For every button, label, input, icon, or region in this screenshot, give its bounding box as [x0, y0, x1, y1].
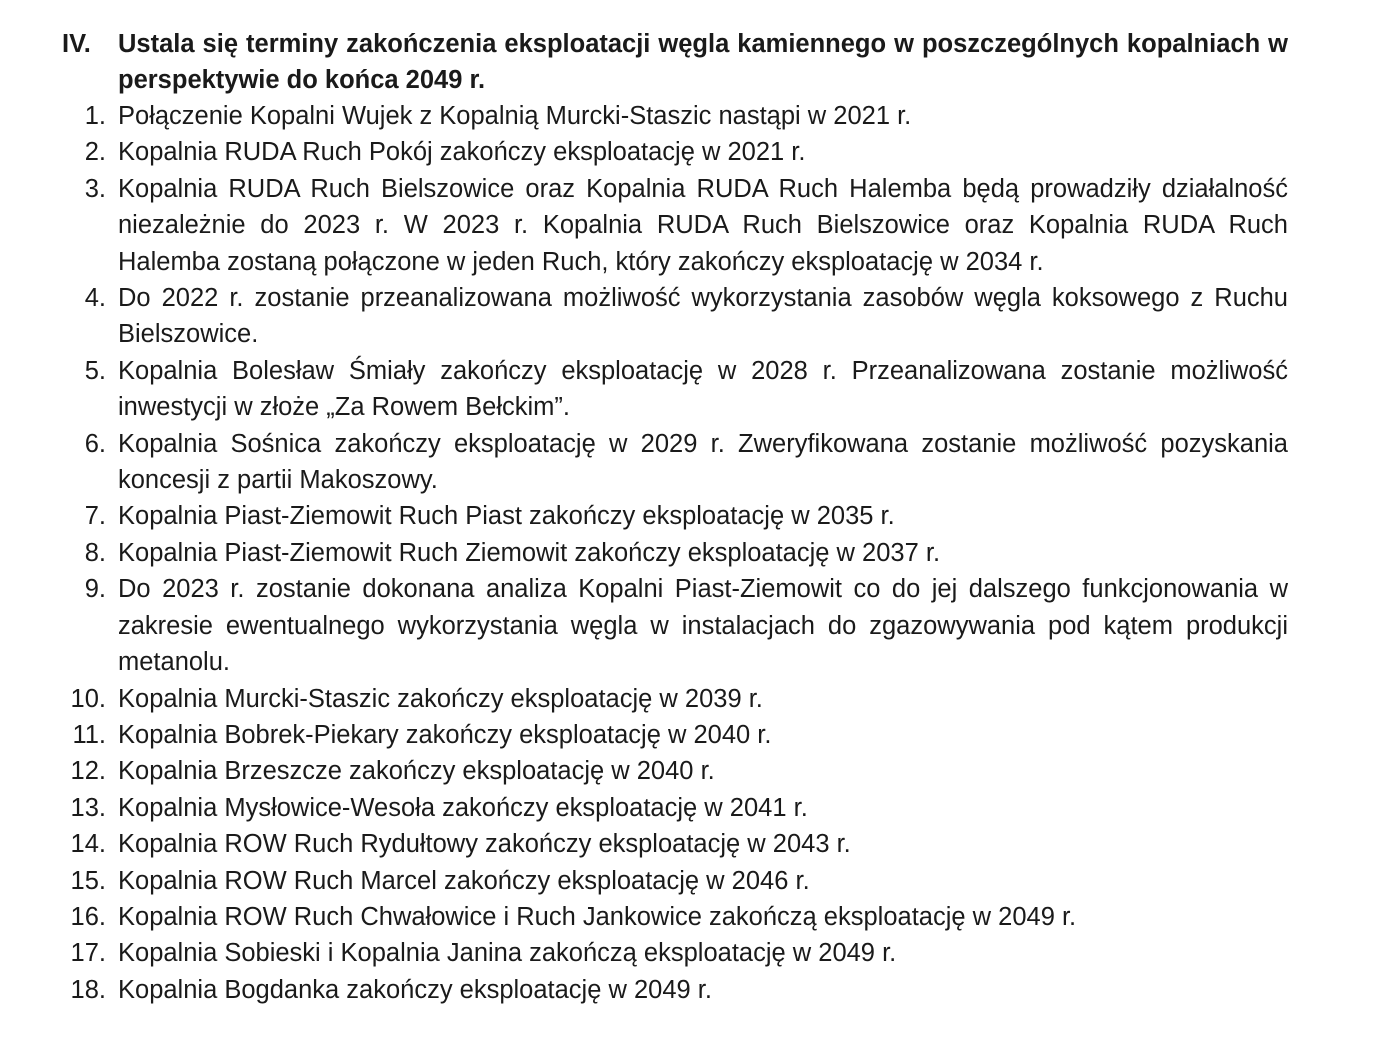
section-number: IV. — [62, 30, 91, 58]
list-item — [62, 426, 1288, 499]
list-item — [62, 899, 1288, 935]
list-item — [62, 717, 1288, 753]
list-item-text: Do 2023 r. zostanie dokonana analiza Kopalni Piast-Ziemowit co do jej dalszego funkcjonowania w zakresie ewentualnego wykorzystania węgla w instalacjach do zgazowywania pod kątem produkcji metanolu. — [118, 575, 1288, 677]
list-item — [62, 681, 1288, 717]
list-item-number: 4. — [84, 284, 106, 313]
list-item — [62, 134, 1288, 170]
list-item — [62, 171, 1288, 280]
list-item-number: 13. — [70, 793, 106, 822]
list-item-number: 6. — [84, 429, 106, 458]
list-item — [62, 753, 1288, 789]
list-item-number: 2. — [84, 138, 106, 167]
list-item — [62, 98, 1288, 134]
section-heading — [62, 26, 1288, 98]
list-item-text: Połączenie Kopalni Wujek z Kopalnią Murcki-Staszic nastąpi w 2021 r. — [118, 102, 912, 130]
list-item-text: Kopalnia Bobrek-Piekary zakończy eksploatację w 2040 r. — [118, 720, 772, 749]
list-item-number: 11. — [72, 720, 106, 749]
list-item — [62, 790, 1288, 826]
list-item-number: 18. — [70, 975, 106, 1004]
list-item-text: Kopalnia Bogdanka zakończy eksploatację w 2049 r. — [118, 975, 712, 1004]
list-item — [62, 863, 1288, 899]
list-item-text: Do 2022 r. zostanie przeanalizowana możliwość wykorzystania zasobów węgla koksowego z Ruchu Bielszowice. — [118, 284, 1288, 349]
list-item-text: Kopalnia Mysłowice-Wesoła zakończy eksploatację w 2041 r. — [118, 793, 808, 822]
list-item-number: 1. — [84, 102, 106, 130]
list-item — [62, 935, 1288, 971]
list-item-text: Kopalnia Sobieski i Kopalnia Janina zakończą eksploatację w 2049 r. — [118, 939, 897, 968]
mine-closure-list — [62, 98, 1288, 1008]
list-item — [62, 353, 1288, 426]
list-item-number: 8. — [84, 538, 106, 567]
list-item-text: Kopalnia Brzeszcze zakończy eksploatację w 2040 r. — [118, 757, 715, 786]
list-item-text: Kopalnia ROW Ruch Marcel zakończy eksploatację w 2046 r. — [118, 866, 810, 895]
list-item-number: 12. — [70, 757, 106, 786]
section-title: Ustala się terminy zakończenia eksploatacji węgla kamiennego w poszczególnych kopalniach w perspektywie do końca 2049 r. — [118, 30, 1288, 94]
list-item-text: Kopalnia Piast-Ziemowit Ruch Ziemowit zakończy eksploatację w 2037 r. — [118, 538, 941, 567]
list-item-number: 7. — [84, 502, 106, 531]
section-iv — [62, 26, 1288, 1008]
list-item — [62, 535, 1288, 571]
list-item-text: Kopalnia RUDA Ruch Bielszowice oraz Kopalnia RUDA Ruch Halemba będą prowadziły działalność niezależnie do 2023 r. W 2023 r. Kopalnia RUDA Ruch Bielszowice oraz Kopalnia RUDA Ruch Halemba zostaną połączone w jeden Ruch, który zakończy eksploatację w 2034 r. — [118, 174, 1288, 276]
list-item-text: Kopalnia Murcki-Staszic zakończy eksploatację w 2039 r. — [118, 684, 763, 713]
list-item-number: 15. — [70, 866, 106, 895]
list-item-number: 5. — [84, 356, 106, 385]
list-item — [62, 571, 1288, 680]
list-item-text: Kopalnia RUDA Ruch Pokój zakończy eksploatację w 2021 r. — [118, 138, 806, 167]
list-item-number: 14. — [70, 830, 106, 859]
list-item-text: Kopalnia Sośnica zakończy eksploatację w 2029 r. Zweryfikowana zostanie możliwość pozyskania koncesji z partii Makoszowy. — [118, 429, 1288, 495]
list-item-number: 16. — [70, 902, 106, 931]
list-item-text: Kopalnia Piast-Ziemowit Ruch Piast zakończy eksploatację w 2035 r. — [118, 502, 895, 531]
list-item-text: Kopalnia ROW Ruch Chwałowice i Ruch Jankowice zakończą eksploatację w 2049 r. — [118, 902, 1077, 931]
list-item-number: 3. — [84, 174, 106, 203]
list-item — [62, 280, 1288, 353]
list-item-number: 10. — [70, 684, 106, 713]
list-item-number: 9. — [84, 575, 106, 604]
list-item-text: Kopalnia ROW Ruch Rydułtowy zakończy eksploatację w 2043 r. — [118, 830, 851, 859]
list-item — [62, 498, 1288, 534]
list-item — [62, 826, 1288, 862]
list-item — [62, 972, 1288, 1008]
list-item-number: 17. — [70, 939, 106, 968]
list-item-text: Kopalnia Bolesław Śmiały zakończy eksploatację w 2028 r. Przeanalizowana zostanie możliwość inwestycji w złoże „Za Rowem Bełckim”. — [118, 356, 1288, 422]
